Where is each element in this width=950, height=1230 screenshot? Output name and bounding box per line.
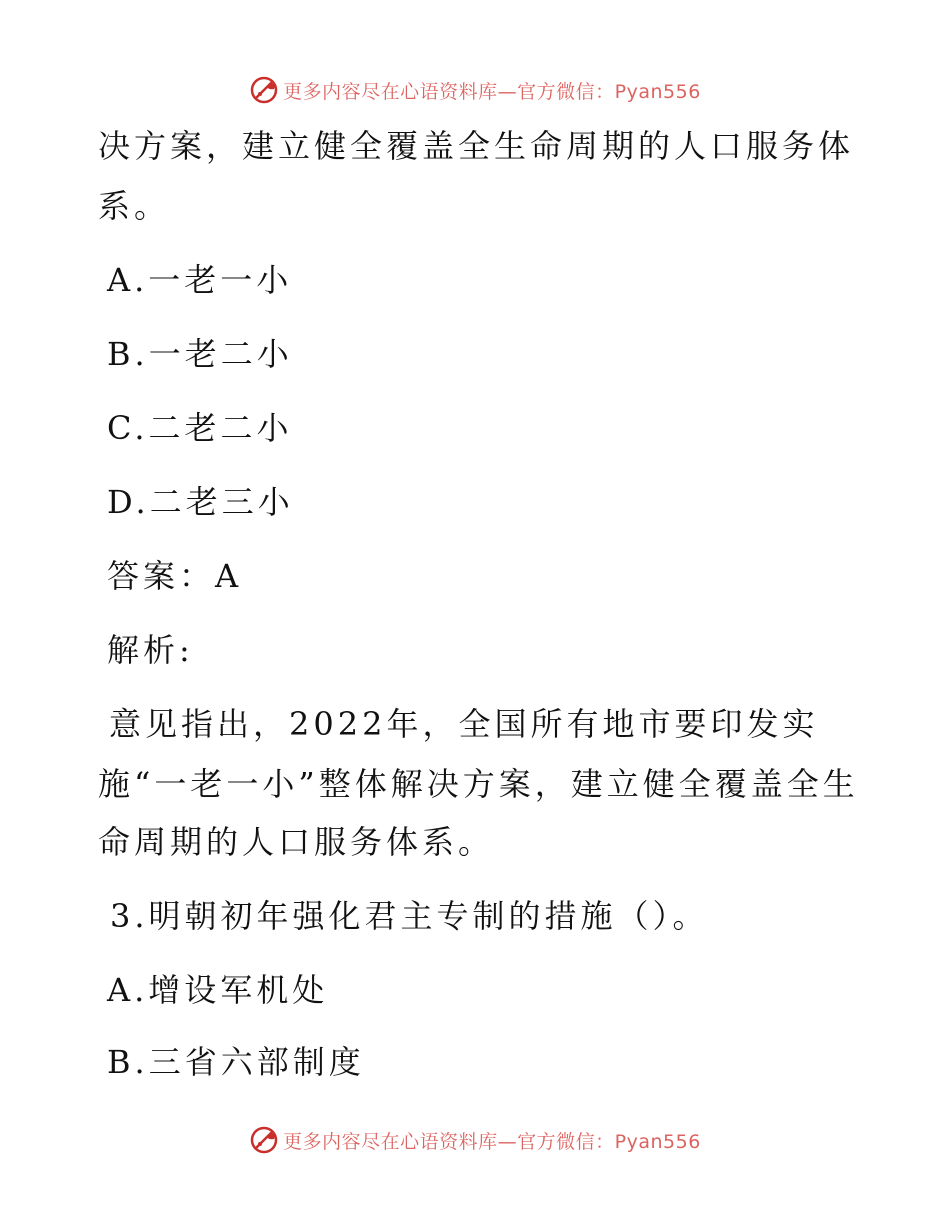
question-text-line: 决方案，建立健全覆盖全生命周期的人口服务体: [98, 127, 855, 165]
option-b: B.三省六部制度: [107, 1043, 365, 1081]
quill-logo-icon: [249, 75, 279, 105]
option-d: D.二老三小: [107, 483, 294, 521]
footer-watermark: [0, 1120, 950, 1160]
analysis-label: 解析:: [107, 631, 194, 669]
option-b: B.一老二小: [107, 335, 293, 373]
analysis-text-line: 意见指出，2022年，全国所有地市要印发实: [109, 705, 819, 743]
option-c: C.二老二小: [107, 409, 293, 447]
watermark-text: 更多内容尽在心语资料库—官方微信：Pyan556: [283, 80, 701, 103]
question-text-line: 系。: [98, 187, 171, 225]
analysis-text-line: 施“一老一小”整体解决方案，建立健全覆盖全生: [98, 765, 859, 803]
analysis-text-line: 命周期的人口服务体系。: [98, 823, 495, 861]
option-a: A.一老一小: [107, 261, 293, 299]
quill-logo-icon: [249, 1125, 279, 1155]
option-a: A.增设军机处: [107, 971, 329, 1009]
watermark-text: 更多内容尽在心语资料库—官方微信：Pyan556: [283, 1130, 701, 1153]
answer-line: 答案：A: [107, 557, 243, 595]
header-watermark: [0, 70, 950, 110]
question-3-text: 3.明朝初年强化君主专制的措施（）。: [110, 897, 709, 935]
